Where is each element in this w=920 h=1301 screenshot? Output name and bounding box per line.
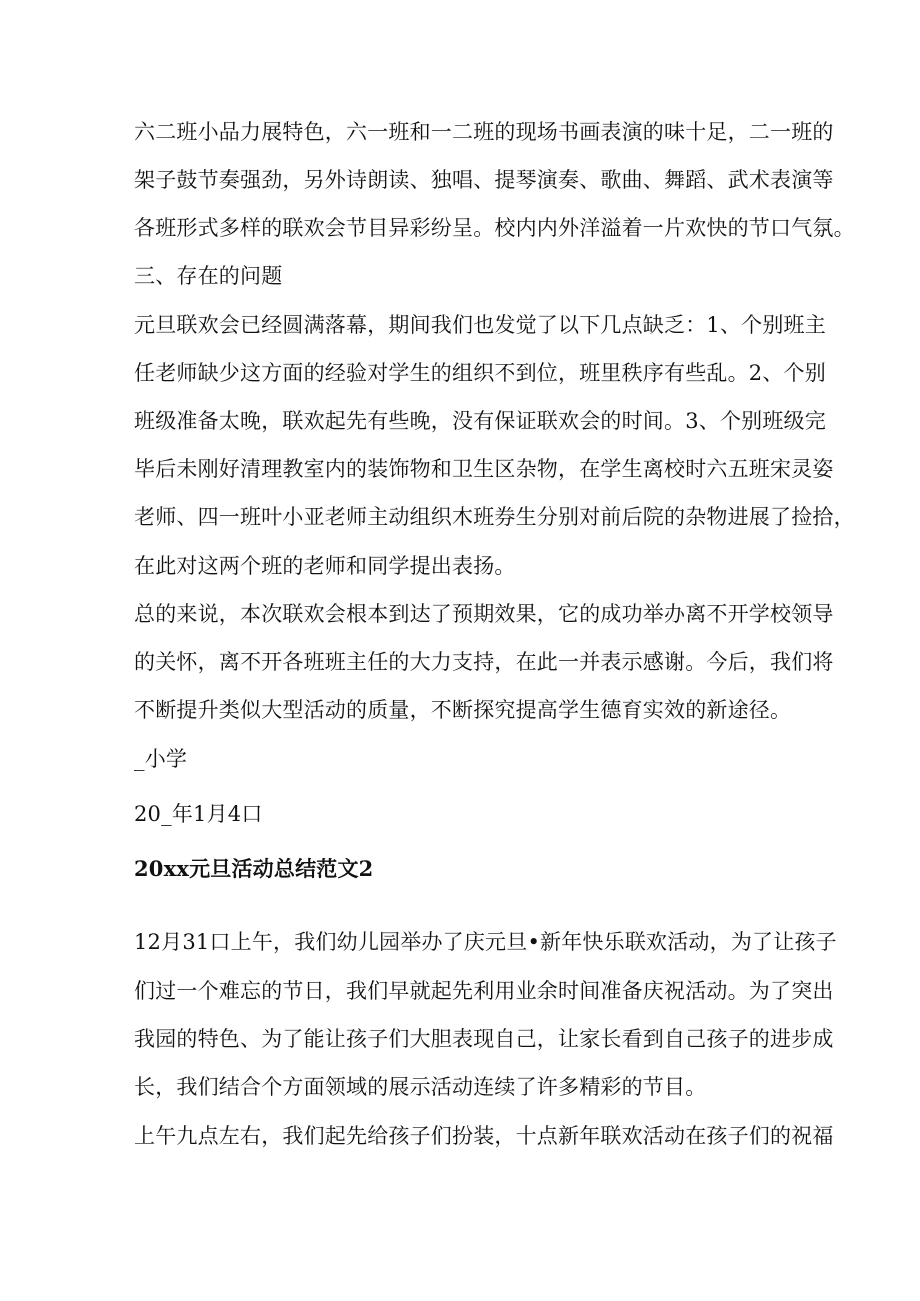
paragraph-line: 们过一个难忘的节日，我们早就起先利用业余时间准备庆祝活动。为了突出 <box>134 979 834 1003</box>
paragraph-line: 老师、四一班叶小亚老师主动组织木班券生分别对前后院的杂物进展了捡拾， <box>134 505 855 529</box>
paragraph-line: 毕后未刚好清理教室内的装饰物和卫生区杂物，在学生离校时六五班宋灵姿 <box>134 457 834 481</box>
signature: _小学 <box>134 747 188 771</box>
paragraph-line: 上午九点左右，我们起先给孩子们扮装，十点新年联欢活动在孩子们的祝福 <box>134 1124 834 1148</box>
paragraph-line: 任老师缺少这方面的经验对学生的组织不到位，班里秩序有些乱。2、个别 <box>134 361 826 385</box>
paragraph-line: 元旦联欢会已经圆满落幕，期间我们也发觉了以下几点缺乏：1、个别班主 <box>134 313 826 337</box>
paragraph-line: 的关怀，离不开各班班主任的大力支持，在此一并表示感谢。今后，我们将 <box>134 650 834 674</box>
paragraph-line: 我园的特色、为了能让孩子们大胆表现自己，让家长看到自己孩子的进步成 <box>134 1027 834 1051</box>
paragraph-line: 班级准备太晚，联欢起先有些晚，没有保证联欢会的时间。3、个别班级完 <box>134 409 826 433</box>
paragraph-line: 六二班小品力展特色，六一班和一二班的现场书画表演的味十足，二一班的 <box>134 120 834 144</box>
section-title: 20xx元旦活动总结范文2 <box>134 856 374 881</box>
paragraph-line: 各班形式多样的联欢会节目异彩纷呈。校内内外洋溢着一片欢快的节口气氛。 <box>134 216 855 240</box>
paragraph-line: 在此对这两个班的老师和同学提出表扬。 <box>134 554 516 578</box>
section-heading: 三、存在的问题 <box>134 264 283 288</box>
paragraph-line: 总的来说，本次联欢会根本到达了预期效果，它的成功举办离不开学校领导 <box>134 602 834 626</box>
paragraph-line: 12月31口上午，我们幼儿园举办了庆元旦•新年快乐联欢活动，为了让孩子 <box>134 930 837 954</box>
paragraph-line: 不断提升类似大型活动的质量，不断探究提高学生德育实效的新途径。 <box>134 698 792 722</box>
date: 20_年1月4口 <box>134 802 263 826</box>
paragraph-line: 架子鼓节奏强劲，另外诗朗读、独唱、提琴演奏、歌曲、舞蹈、武术表演等 <box>134 168 834 192</box>
paragraph-line: 长，我们结合个方面领域的展示活动连续了许多精彩的节目。 <box>134 1075 707 1099</box>
